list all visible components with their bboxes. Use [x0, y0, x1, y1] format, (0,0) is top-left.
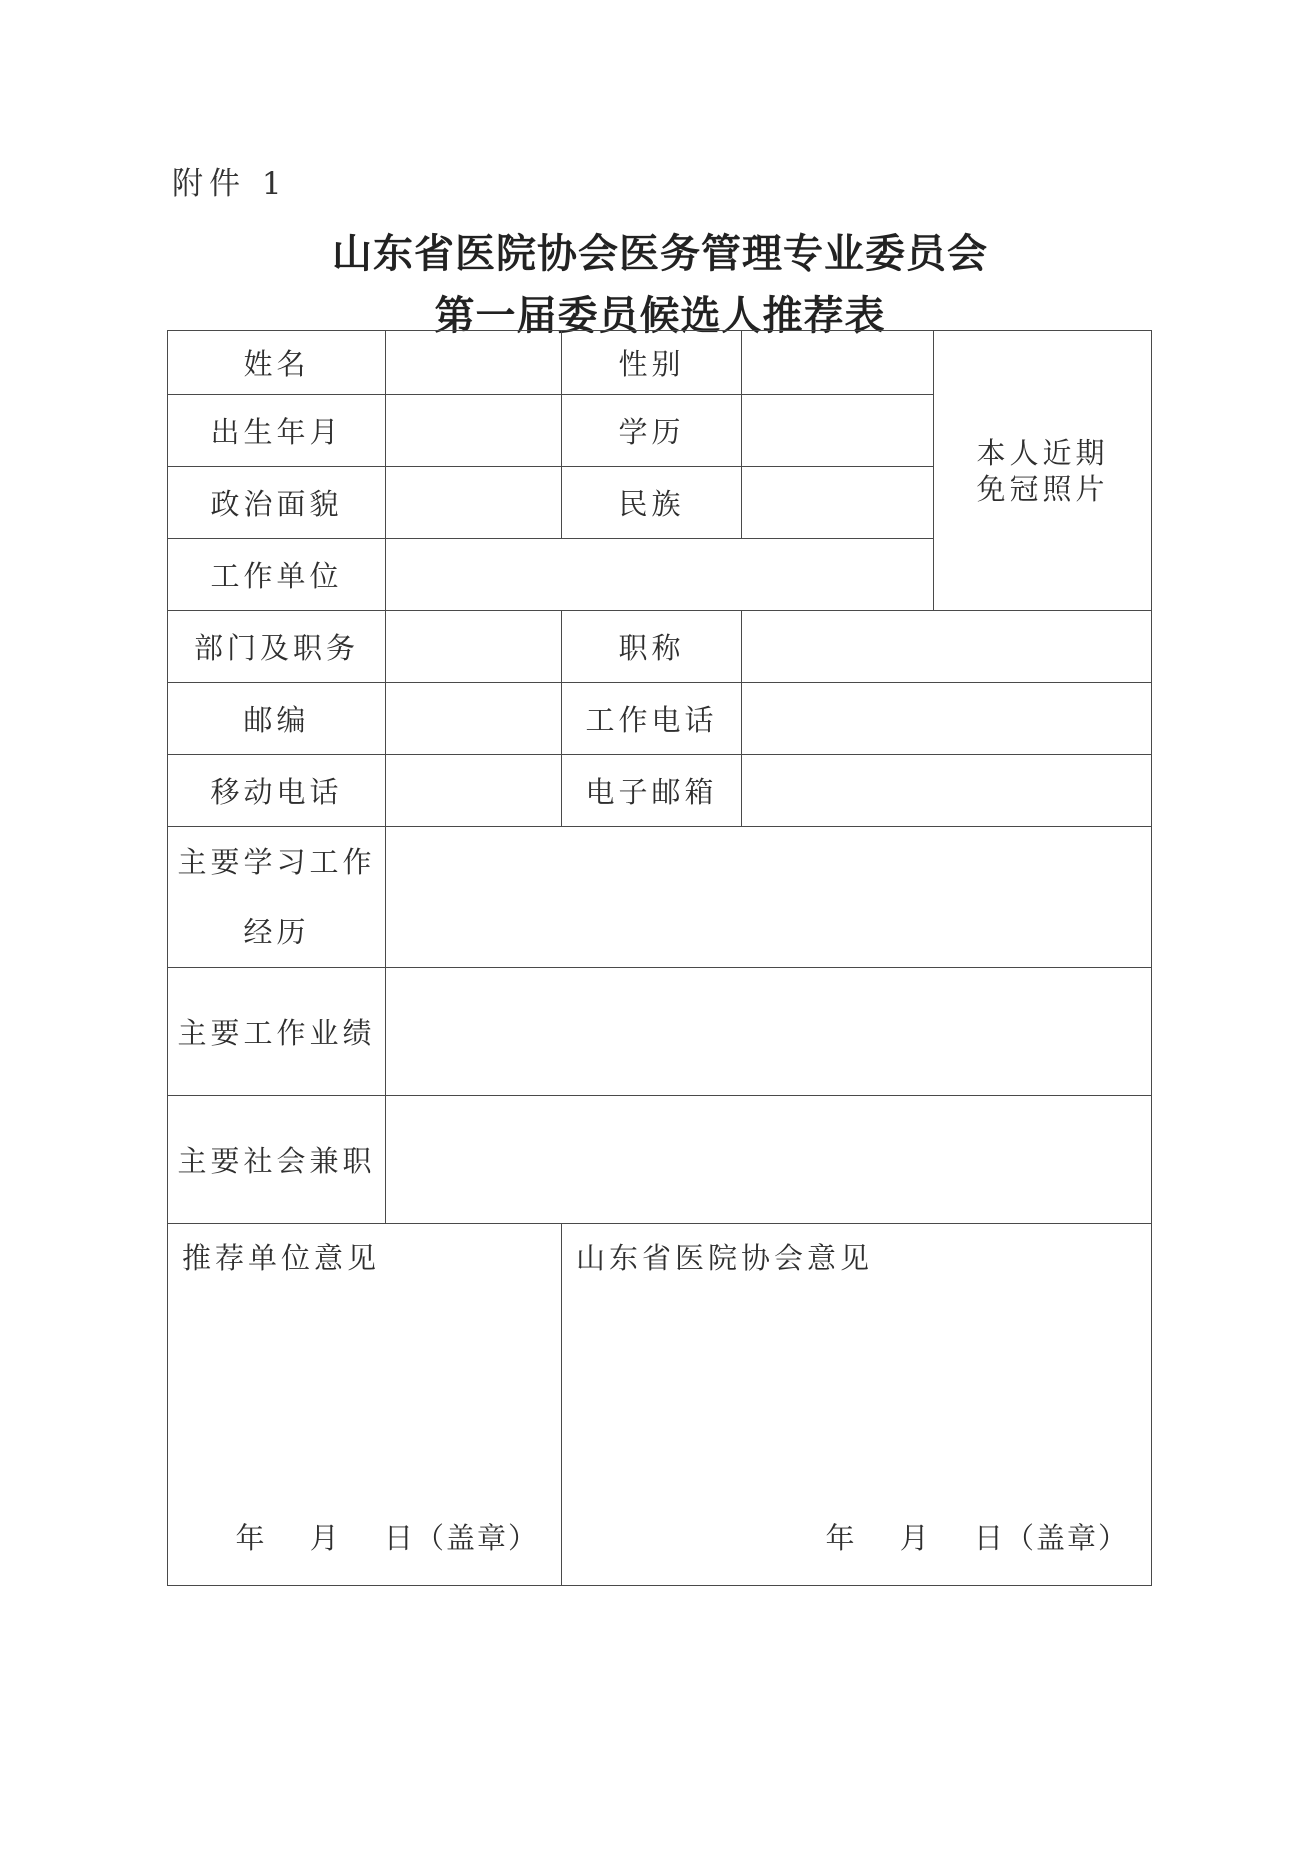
email-label: 电子邮箱 [562, 755, 742, 827]
photo-hint-line2: 免冠照片 [976, 471, 1109, 506]
postcode-label: 邮编 [168, 683, 386, 755]
political-field[interactable] [386, 467, 562, 539]
association-opinion-box[interactable] [562, 1224, 1152, 1586]
recommender-opinion-label: 推荐单位意见 [182, 1241, 381, 1275]
association-date-year: 年 [825, 1521, 857, 1555]
gender-label: 性别 [562, 331, 742, 395]
recommendation-form [167, 330, 1152, 1586]
recommender-opinion-box[interactable] [168, 1224, 562, 1586]
association-date-day: 日（盖章） [973, 1521, 1129, 1555]
recommender-date-month: 月 [309, 1521, 341, 1555]
birth-label: 出生年月 [168, 395, 386, 467]
ethnicity-field[interactable] [742, 467, 934, 539]
postcode-field[interactable] [386, 683, 562, 755]
recommender-date-day: 日（盖章） [383, 1521, 539, 1555]
social-roles-field[interactable] [386, 1096, 1152, 1224]
form-title-line1: 山东省医院协会医务管理专业委员会 [332, 230, 988, 277]
gender-field[interactable] [742, 331, 934, 395]
employer-label: 工作单位 [168, 539, 386, 611]
social-roles-label: 主要社会兼职 [168, 1096, 386, 1224]
achievements-label: 主要工作业绩 [168, 968, 386, 1096]
education-field[interactable] [742, 395, 934, 467]
form-title-line2: 第一届委员候选人推荐表 [434, 292, 886, 339]
achievements-field[interactable] [386, 968, 1152, 1096]
name-field[interactable] [386, 331, 562, 395]
association-date-month: 月 [899, 1521, 931, 1555]
experience-label [168, 827, 386, 968]
mobile-field[interactable] [386, 755, 562, 827]
department-position-label: 部门及职务 [168, 611, 386, 683]
email-field[interactable] [742, 755, 1152, 827]
birth-field[interactable] [386, 395, 562, 467]
mobile-label: 移动电话 [168, 755, 386, 827]
title-field[interactable] [742, 611, 1152, 683]
recommender-date-line [236, 1516, 539, 1557]
photo-box[interactable] [934, 331, 1152, 611]
experience-label-line2: 经历 [243, 915, 310, 949]
experience-field[interactable] [386, 827, 1152, 968]
employer-field[interactable] [386, 539, 934, 611]
attachment-label: 附件 1 [172, 166, 288, 202]
education-label: 学历 [562, 395, 742, 467]
ethnicity-label: 民族 [562, 467, 742, 539]
association-date-line [826, 1516, 1129, 1557]
department-position-field[interactable] [386, 611, 562, 683]
photo-hint-line1: 本人近期 [976, 435, 1109, 470]
experience-label-line1: 主要学习工作 [177, 845, 376, 879]
name-label: 姓名 [168, 331, 386, 395]
work-phone-label: 工作电话 [562, 683, 742, 755]
association-opinion-label: 山东省医院协会意见 [576, 1241, 874, 1275]
title-label: 职称 [562, 611, 742, 683]
work-phone-field[interactable] [742, 683, 1152, 755]
political-label: 政治面貌 [168, 467, 386, 539]
recommender-date-year: 年 [235, 1521, 267, 1555]
